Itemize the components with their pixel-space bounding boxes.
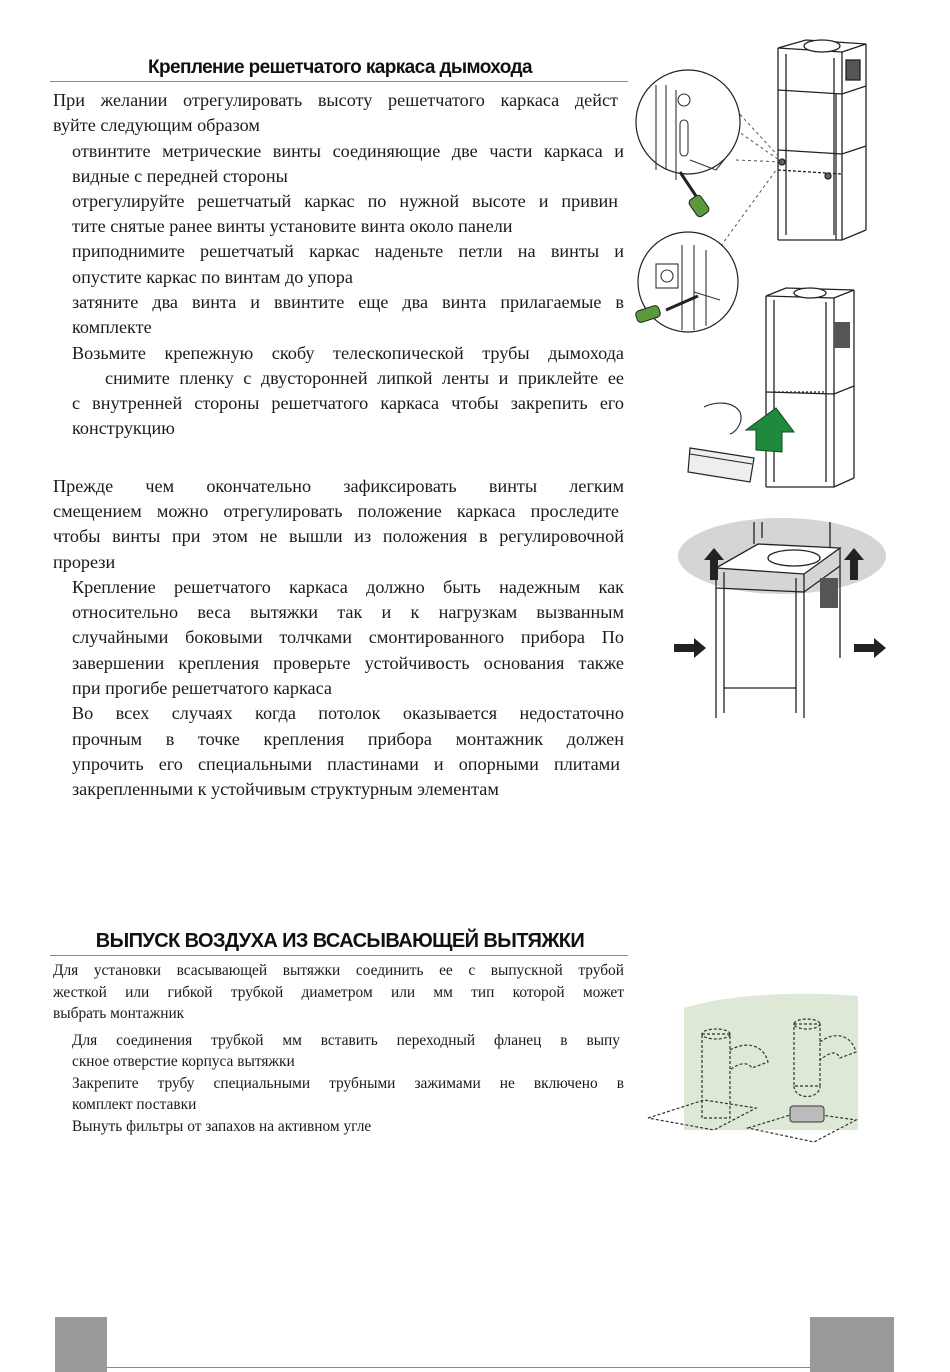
note-line: прорези	[53, 552, 116, 572]
intro-line: выбрать монтажник	[53, 1005, 185, 1022]
warning-line: Крепление решетчатого каркаса должно быть надежным как	[72, 577, 624, 597]
step-line: затяните два винта и ввинтите еще два винта прилагаемые в	[72, 292, 624, 312]
section1-rule	[50, 81, 628, 82]
intro-line: вуйте следующим образом	[53, 115, 260, 135]
step-line: тите снятые ранее винты установите винта около панели	[72, 216, 513, 236]
footer-line	[107, 1367, 810, 1368]
footer-left-block	[55, 1317, 107, 1372]
note-line: чтобы винты при этом не вышли из положения в регулировочной	[53, 526, 624, 546]
section1-title: Крепление решетчатого каркаса дымохода	[148, 57, 532, 78]
intro-line: При желании отрегулировать высоту решетчатого каркаса дейст	[53, 90, 618, 110]
warning-line: Во всех случаях когда потолок оказывается недостаточно	[72, 703, 624, 723]
step-line: Закрепите трубу специальными трубными зажимами не включено в	[72, 1075, 624, 1092]
step-line: отвинтите метрические винты соединяющие две части каркаса и	[72, 141, 624, 161]
step-line: приподнимите решетчатый каркас наденьте петли на винты и	[72, 241, 624, 261]
footer-right-block	[810, 1317, 894, 1372]
warning-line: упрочить его специальными пластинами и опорными плитами	[72, 754, 620, 774]
step-line: Для соединения трубкой мм вставить переходный фланец в выпу	[72, 1032, 620, 1049]
note-line: Прежде чем окончательно зафиксировать винты легким	[53, 476, 624, 496]
step-line: с внутренней стороны решетчатого каркаса чтобы закрепить его	[72, 393, 624, 413]
step-line: опустите каркас по винтам до упора	[72, 267, 353, 287]
step-line: видные с передней стороны	[72, 166, 288, 186]
step-line: Вынуть фильтры от запахов на активном угле	[72, 1118, 372, 1135]
screwdriver-icon	[680, 172, 710, 218]
arrow-icon	[746, 408, 794, 452]
intro-line: жесткой или гибкой трубкой диаметром или мм тип которой может	[53, 984, 624, 1001]
section2-rule	[50, 955, 628, 956]
warning-line: случайными боковыми толчками смонтированного прибора По	[72, 627, 624, 647]
step-line: конструкцию	[72, 418, 175, 438]
step-line: отрегулируйте решетчатый каркас по нужной высоте и привин	[72, 191, 618, 211]
duct-outlet-figure	[644, 990, 864, 1160]
warning-line: прочным в точке крепления прибора монтажник должен	[72, 729, 624, 749]
warning-line: при прогибе решетчатого каркаса	[72, 678, 332, 698]
note-line: смещением можно отрегулировать положение каркаса проследите	[53, 501, 619, 521]
step-line: комплекте	[72, 317, 152, 337]
warning-line: завершении крепления проверьте устойчивость основания также	[72, 653, 624, 673]
warning-line: относительно веса вытяжки так и к нагрузкам вызванным	[72, 602, 624, 622]
step-line: Возьмите крепежную скобу телескопической трубы дымохода	[72, 343, 624, 363]
intro-line: Для установки всасывающей вытяжки соединить ее с выпускной трубой	[53, 962, 624, 979]
step-line: снимите пленку с двусторонней липкой ленты и приклейте ее	[105, 368, 624, 388]
bracket-figure	[684, 282, 864, 502]
step-line: скное отверстие корпуса вытяжки	[72, 1053, 295, 1070]
warning-line: закрепленными к устойчивым структурным элементам	[72, 779, 499, 799]
section2-title: ВЫПУСК ВОЗДУХА ИЗ ВСАСЫВАЮЩЕЙ ВЫТЯЖКИ	[95, 930, 585, 952]
step-line: комплект поставки	[72, 1096, 197, 1113]
frame-adjust-figure	[664, 508, 894, 728]
